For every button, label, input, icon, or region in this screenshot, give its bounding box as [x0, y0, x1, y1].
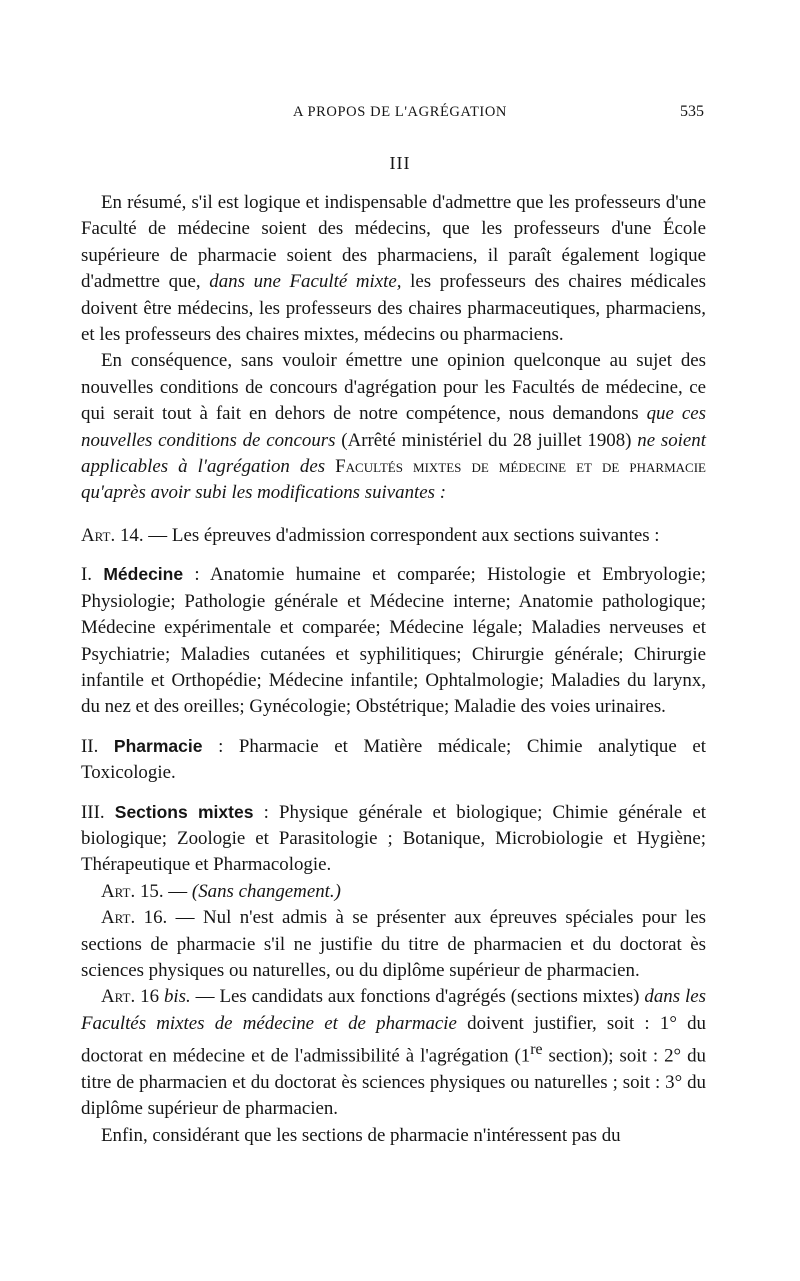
page-number: 535	[680, 103, 704, 120]
running-title: A PROPOS DE L'AGRÉGATION	[293, 104, 507, 120]
paragraph-consequence: En conséquence, sans vouloir émettre une opinion quelconque au sujet des nouvelles conditions de concours d'agrégation pour les Facultés de médecine, ce qui serait tout à fait en dehors de notre compétence, nous demandons que ces nouvelles conditions de concours (Arrêté ministériel du 28 juillet 1908) ne soient applicables à l'agrégation des Facultés mixtes de médecine et de pharmacie qu'après avoir subi les modifications suivantes :	[81, 350, 706, 504]
article-16-bis: Art. 16 bis. — Les candidats aux fonctions d'agrégés (sections mixtes) dans les Facultés mixtes de médecine et de pharmacie doivent justifier, soit : 1° du doctorat en médecine et de l'admissibilité à l'agrégation (1re section); soit : 2° du titre de pharmacien et du doctorat ès sciences physiques ou naturelles ; soit : 3° du diplôme supérieur de pharmacien.	[81, 986, 706, 1120]
body-text	[81, 190, 706, 1149]
paragraph-summary: En résumé, s'il est logique et indispensable d'admettre que les professeurs d'une Faculté de médecine soient des médecins, que les professeurs d'une École supérieure de pharmacie soient des pharmaciens, il paraît également logique d'admettre que, dans une Faculté mixte, les professeurs des chaires médicales doivent être médecins, les professeurs des chaires pharmaceutiques, pharmaciens, et les professeurs des chaires mixtes, médecins ou pharmaciens.	[81, 192, 706, 346]
section-mixtes: III. Sections mixtes : Physique générale et biologique; Chimie générale et biologique; Zoologie et Parasitologie ; Botanique, Microbiologie et Hygiène; Thérapeutique et Pharmacologie.	[81, 801, 706, 876]
paragraph-final: Enfin, considérant que les sections de pharmacie n'intéressent pas du	[101, 1124, 621, 1146]
article-15: Art. 15. — (Sans changement.)	[101, 880, 341, 902]
article-16: Art. 16. — Nul n'est admis à se présenter aux épreuves spéciales pour les sections de pharmacie s'il ne justifie du titre de pharmacien et du doctorat ès sciences physiques ou naturelles, ou du diplôme supérieur de pharmacien.	[81, 907, 706, 981]
section-pharmacie: II. Pharmacie : Pharmacie et Matière médicale; Chimie analytique et Toxicologie.	[81, 735, 706, 784]
article-14: Art. 14. — Les épreuves d'admission correspondent aux sections suivantes :	[81, 524, 660, 546]
section-medecine: I. Médecine : Anatomie humaine et comparée; Histologie et Embryologie; Physiologie; Pathologie générale et Médecine interne; Anatomie pathologique; Médecine expérimentale et comparée; Médecine légale; Maladies nerveuses et Psychiatrie; Maladies cutanées et syphilitiques; Chirurgie générale; Chirurgie infantile et Orthopédie; Médecine infantile; Ophtalmologie; Maladies du larynx, du nez et des oreilles; Gynécologie; Obstétrique; Maladie des voies urinaires.	[81, 564, 706, 718]
running-header	[0, 103, 800, 125]
section-heading: III	[389, 153, 411, 173]
